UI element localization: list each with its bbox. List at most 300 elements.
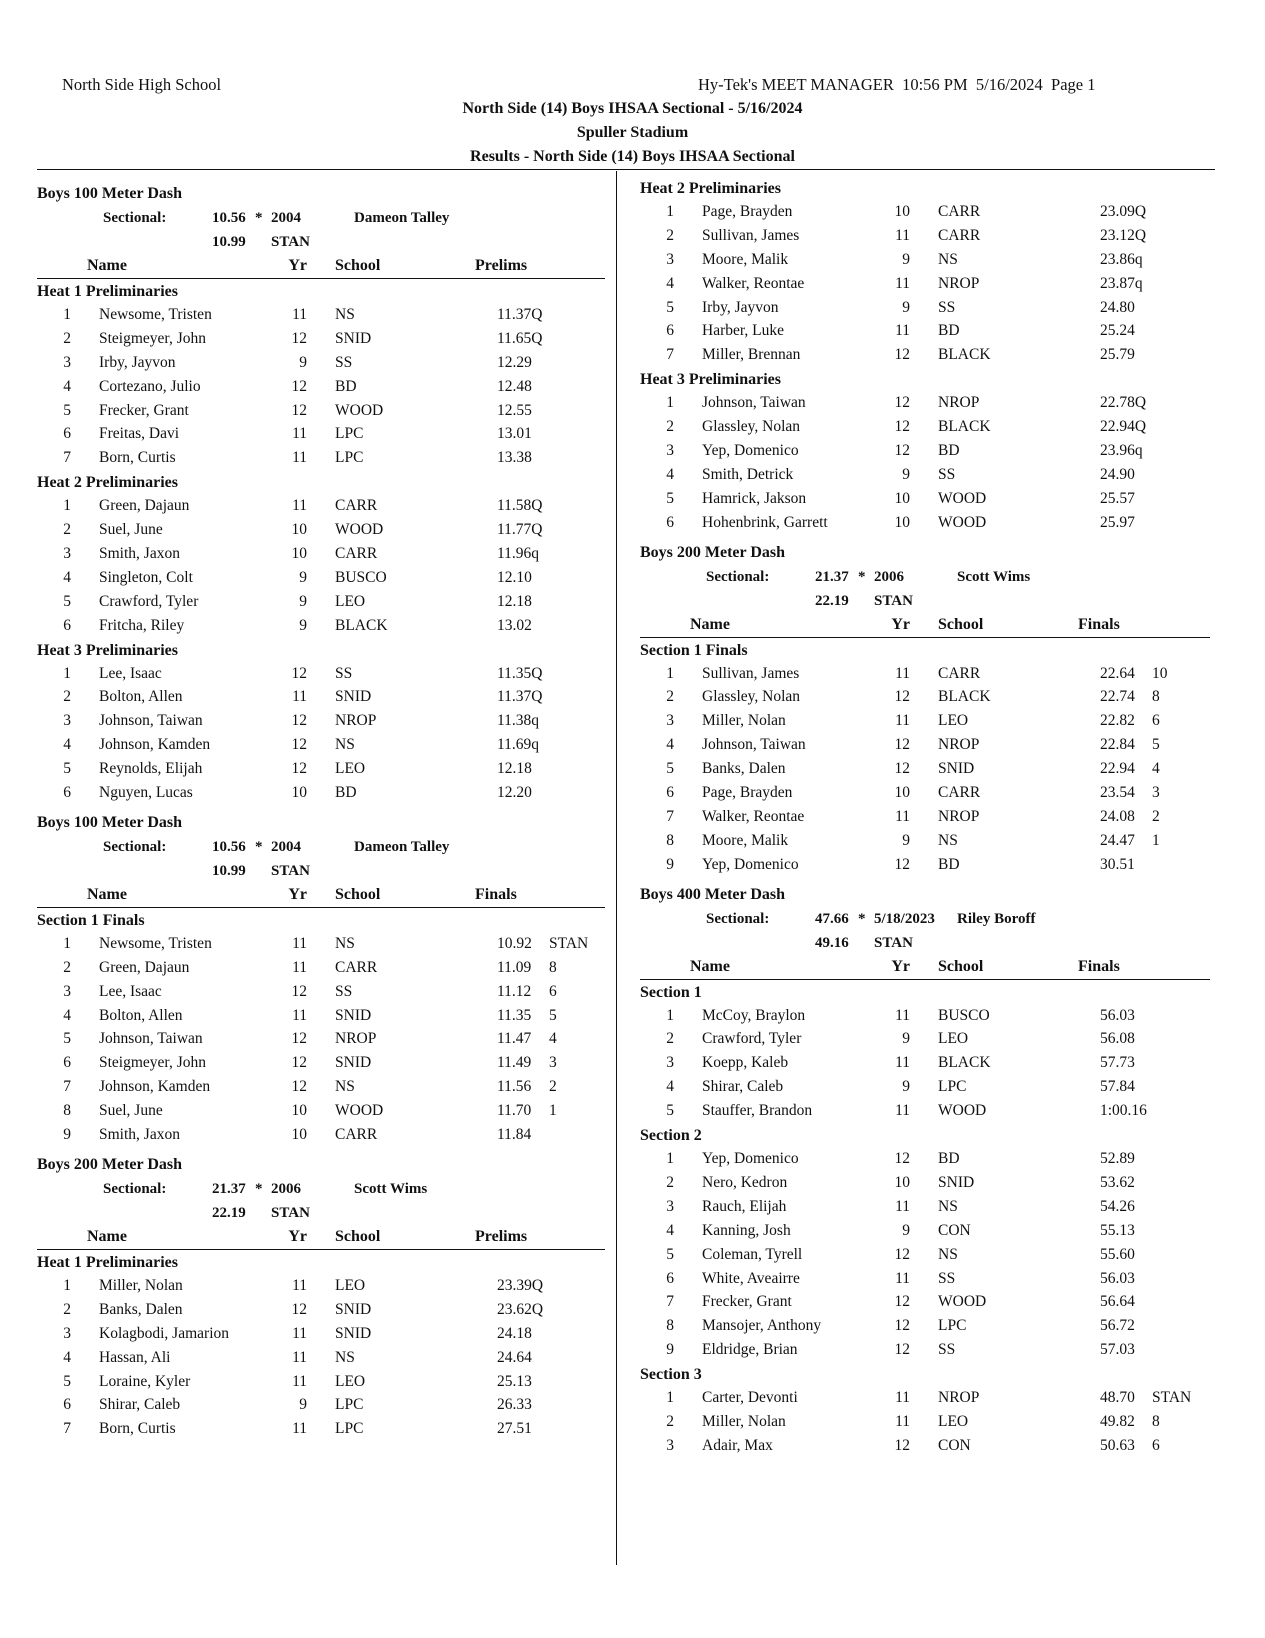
record-holder: Scott Wims <box>957 568 1031 585</box>
athlete-name: Moore, Malik <box>702 831 789 849</box>
school-code: LPC <box>335 425 364 443</box>
result-mark: 23.39Q <box>497 1276 544 1294</box>
place: 4 <box>63 1006 71 1024</box>
event-block <box>640 176 1210 535</box>
school-code: CARR <box>938 226 981 244</box>
grade-year: 10 <box>291 1102 307 1120</box>
result-row <box>640 853 1210 877</box>
athlete-name: Carter, Devonti <box>702 1389 798 1407</box>
school-code: NS <box>335 1078 355 1096</box>
school-code: CARR <box>335 1126 378 1144</box>
result-mark: 11.49 <box>497 1054 532 1072</box>
place: 5 <box>63 592 71 610</box>
result-mark: 25.79 <box>1100 346 1135 364</box>
result-mark: 24.08 <box>1100 807 1135 825</box>
record-label: Sectional: <box>103 1180 167 1197</box>
standard-label: STAN <box>271 234 310 250</box>
heat-label: Heat 1 Preliminaries <box>37 283 178 300</box>
school-code: SS <box>335 982 353 1000</box>
place: 4 <box>666 1221 674 1239</box>
school-code: BLACK <box>938 688 991 706</box>
result-row <box>640 415 1210 439</box>
result-row <box>640 1147 1210 1171</box>
athlete-name: Moore, Malik <box>702 250 789 268</box>
athlete-name: Bolton, Allen <box>99 1006 183 1024</box>
place: 5 <box>666 1102 674 1120</box>
athlete-name: McCoy, Braylon <box>702 1006 806 1024</box>
result-mark: 11.12 <box>497 982 532 1000</box>
school-code: BUSCO <box>938 1006 990 1024</box>
event-title: Boys 200 Meter Dash <box>37 1155 183 1173</box>
record-star: * <box>858 910 866 927</box>
place: 1 <box>666 664 674 682</box>
result-row <box>640 805 1210 829</box>
place: 7 <box>666 1293 674 1311</box>
result-row <box>37 518 605 542</box>
result-row <box>37 757 605 781</box>
result-mark: 22.82 <box>1100 712 1135 730</box>
school-code: CARR <box>335 958 378 976</box>
school-code: LEO <box>938 712 969 730</box>
header-school: School <box>938 957 984 975</box>
athlete-name: Bolton, Allen <box>99 688 183 706</box>
place: 3 <box>666 442 674 460</box>
result-row <box>640 1290 1210 1314</box>
school-code: CARR <box>335 545 378 563</box>
header-yr: Yr <box>288 885 307 903</box>
column-headers <box>37 1225 605 1250</box>
result-mark: 22.74 <box>1100 688 1135 706</box>
school-code: LEO <box>938 1412 969 1430</box>
column-headers <box>640 955 1210 980</box>
result-row <box>640 1410 1210 1434</box>
grade-year: 12 <box>894 855 910 873</box>
grade-year: 11 <box>895 1389 910 1407</box>
place: 1 <box>63 306 71 323</box>
grade-year: 11 <box>292 958 307 976</box>
school-code: BLACK <box>938 346 991 364</box>
column-headers <box>640 613 1210 638</box>
result-row <box>37 351 605 375</box>
school-code: CARR <box>938 203 981 220</box>
grade-year: 12 <box>291 1078 307 1096</box>
place: 2 <box>666 418 674 436</box>
grade-year: 12 <box>894 346 910 364</box>
record-date: 2006 <box>271 1180 301 1197</box>
school-code: NROP <box>938 274 980 292</box>
place: 4 <box>63 736 71 754</box>
school-code: CON <box>938 1221 971 1239</box>
athlete-name: Crawford, Tyler <box>702 1030 802 1048</box>
athlete-name: Newsome, Tristen <box>99 306 212 323</box>
result-mark: 11.96q <box>497 545 540 563</box>
athlete-name: Yep, Domenico <box>702 1150 799 1168</box>
event-title: Boys 100 Meter Dash <box>37 813 183 831</box>
result-mark: 13.01 <box>497 425 532 443</box>
event-block <box>640 883 1210 1458</box>
grade-year: 11 <box>895 1197 910 1215</box>
grade-year: 11 <box>895 807 910 825</box>
header-name: Name <box>690 615 730 633</box>
result-row <box>37 662 605 686</box>
school-code: SS <box>335 664 353 682</box>
result-mark: 11.37Q <box>497 306 543 323</box>
place: 3 <box>63 545 71 563</box>
points: 6 <box>1152 712 1160 730</box>
header-name: Name <box>690 957 730 975</box>
result-mark: 25.24 <box>1100 322 1135 340</box>
result-mark: 10.92 <box>497 934 532 952</box>
heat-label: Section 2 <box>640 1127 702 1145</box>
school-code: NS <box>938 250 958 268</box>
header-mark: Prelims <box>475 1227 528 1245</box>
school-code: SS <box>938 1341 956 1359</box>
grade-year: 11 <box>292 306 307 323</box>
result-row <box>37 375 605 399</box>
result-row <box>37 1322 605 1346</box>
place: 4 <box>63 568 71 586</box>
place: 6 <box>666 322 674 340</box>
result-row <box>37 422 605 446</box>
athlete-name: Born, Curtis <box>99 449 176 467</box>
place: 3 <box>63 353 71 371</box>
school-code: BLACK <box>335 616 388 634</box>
athlete-name: Kolagbodi, Jamarion <box>99 1324 230 1342</box>
grade-year: 12 <box>291 736 307 754</box>
place: 6 <box>63 784 71 802</box>
result-row <box>640 1434 1210 1458</box>
grade-year: 11 <box>895 226 910 244</box>
result-mark: 30.51 <box>1100 855 1135 873</box>
result-row <box>640 1195 1210 1219</box>
place: 1 <box>63 497 71 515</box>
result-row <box>640 1004 1210 1028</box>
header-school: School <box>335 885 381 903</box>
athlete-name: Newsome, Tristen <box>99 934 212 952</box>
record-line <box>640 907 1210 931</box>
grade-year: 12 <box>291 1030 307 1048</box>
school-code: NS <box>335 934 355 952</box>
grade-year: 9 <box>299 353 307 371</box>
header-yr: Yr <box>288 1227 307 1245</box>
result-mark: 49.82 <box>1100 1412 1135 1430</box>
result-mark: 12.18 <box>497 760 532 778</box>
result-row <box>640 319 1210 343</box>
grade-year: 11 <box>895 1412 910 1430</box>
header-name: Name <box>87 1227 127 1245</box>
record-label: Sectional: <box>103 838 167 855</box>
place: 9 <box>666 1341 674 1359</box>
athlete-name: Page, Brayden <box>702 203 793 220</box>
record-date: 5/18/2023 <box>874 910 935 927</box>
place: 1 <box>666 394 674 412</box>
standard-mark: 22.19 <box>212 1204 246 1221</box>
grade-year: 11 <box>895 322 910 340</box>
place: 7 <box>63 1078 71 1096</box>
school-code: CARR <box>938 784 981 802</box>
place: 7 <box>666 807 674 825</box>
result-row <box>640 733 1210 757</box>
athlete-name: Irby, Jayvon <box>99 353 176 371</box>
result-mark: 56.64 <box>1100 1293 1135 1311</box>
athlete-name: Johnson, Taiwan <box>702 736 806 754</box>
column-divider <box>616 171 617 1565</box>
result-mark: 13.38 <box>497 449 532 467</box>
result-mark: 57.03 <box>1100 1341 1135 1359</box>
place: 3 <box>63 1324 71 1342</box>
grade-year: 11 <box>292 449 307 467</box>
place: 6 <box>666 513 674 531</box>
result-mark: 56.72 <box>1100 1317 1135 1335</box>
result-mark: 22.64 <box>1100 664 1135 682</box>
place: 4 <box>63 1348 71 1366</box>
result-mark: 11.77Q <box>497 521 543 539</box>
grade-year: 12 <box>894 1436 910 1454</box>
result-row <box>640 272 1210 296</box>
result-row <box>37 1099 605 1123</box>
result-mark: 13.02 <box>497 616 532 634</box>
grade-year: 11 <box>292 1420 307 1438</box>
athlete-name: Hamrick, Jakson <box>702 489 807 507</box>
athlete-name: Harber, Luke <box>702 322 785 340</box>
school-code: WOOD <box>335 1102 384 1120</box>
standard-mark: 49.16 <box>815 934 849 951</box>
grade-year: 12 <box>894 418 910 436</box>
heat-label: Section 1 Finals <box>640 641 748 659</box>
result-row <box>37 590 605 614</box>
result-row <box>37 1051 605 1075</box>
result-mark: 11.56 <box>497 1078 532 1096</box>
result-mark: 25.97 <box>1100 513 1135 531</box>
place: 8 <box>666 831 674 849</box>
school-code: NS <box>938 1245 958 1263</box>
place: 8 <box>666 1317 674 1335</box>
athlete-name: Smith, Jaxon <box>99 545 180 563</box>
result-row <box>37 614 605 638</box>
result-row <box>37 1075 605 1099</box>
header-mark: Finals <box>475 885 517 903</box>
points: 1 <box>1152 831 1160 849</box>
grade-year: 9 <box>299 592 307 610</box>
grade-year: 10 <box>894 203 910 220</box>
place: 6 <box>63 1054 71 1072</box>
grade-year: 11 <box>895 1102 910 1120</box>
place: 7 <box>63 1420 71 1438</box>
grade-year: 12 <box>894 736 910 754</box>
heat-label: Section 3 <box>640 1366 702 1384</box>
grade-year: 10 <box>291 521 307 539</box>
place: 2 <box>63 329 71 347</box>
athlete-name: Miller, Nolan <box>99 1276 183 1294</box>
result-row <box>37 1123 605 1147</box>
header-rule <box>37 169 1215 170</box>
grade-year: 11 <box>895 664 910 682</box>
result-mark: 23.09Q <box>1100 203 1147 220</box>
school-code: SNID <box>335 1300 372 1318</box>
grade-year: 11 <box>292 934 307 952</box>
record-mark: 21.37 <box>815 568 849 585</box>
record-holder: Dameon Talley <box>354 838 450 855</box>
result-row <box>640 1051 1210 1075</box>
result-mark: 12.55 <box>497 401 532 419</box>
athlete-name: Johnson, Taiwan <box>99 712 203 730</box>
heat-label: Heat 2 Preliminaries <box>640 180 781 197</box>
result-row <box>640 343 1210 367</box>
athlete-name: Fritcha, Riley <box>99 616 185 634</box>
standard-mark: 10.99 <box>212 862 246 879</box>
result-row <box>640 224 1210 248</box>
result-row <box>640 1075 1210 1099</box>
place: 2 <box>666 1030 674 1048</box>
place: 1 <box>666 1389 674 1407</box>
place: 3 <box>666 712 674 730</box>
column-headers <box>37 883 605 908</box>
result-mark: 55.13 <box>1100 1221 1135 1239</box>
event-block <box>37 811 605 1147</box>
standard-line <box>37 859 605 883</box>
header-yr: Yr <box>891 957 910 975</box>
grade-year: 10 <box>894 784 910 802</box>
points: STAN <box>549 934 589 952</box>
record-star: * <box>858 568 866 585</box>
record-holder: Scott Wims <box>354 1180 428 1197</box>
grade-year: 12 <box>894 1150 910 1168</box>
athlete-name: Adair, Max <box>702 1436 773 1454</box>
place: 2 <box>666 1412 674 1430</box>
points: 5 <box>549 1006 557 1024</box>
athlete-name: Rauch, Elijah <box>702 1197 787 1215</box>
result-row <box>37 303 605 327</box>
place: 1 <box>63 1276 71 1294</box>
grade-year: 11 <box>895 1054 910 1072</box>
result-mark: 1:00.16 <box>1100 1102 1147 1120</box>
points: 4 <box>1152 760 1160 778</box>
athlete-name: Mansojer, Anthony <box>702 1317 822 1335</box>
standard-line <box>640 589 1210 613</box>
result-mark: 24.80 <box>1100 298 1135 316</box>
result-mark: 11.58Q <box>497 497 543 515</box>
school-code: LPC <box>335 1396 364 1414</box>
points: STAN <box>1152 1389 1192 1407</box>
result-mark: 12.48 <box>497 377 532 395</box>
athlete-name: Suel, June <box>99 1102 163 1120</box>
record-label: Sectional: <box>706 568 770 585</box>
result-mark: 50.63 <box>1100 1436 1135 1454</box>
place: 1 <box>666 203 674 220</box>
record-star: * <box>255 210 263 226</box>
result-row <box>640 662 1210 686</box>
result-mark: 54.26 <box>1100 1197 1135 1215</box>
place: 6 <box>63 616 71 634</box>
result-row <box>37 1027 605 1051</box>
school-code: CARR <box>335 497 378 515</box>
points: 8 <box>1152 1412 1160 1430</box>
result-row <box>37 1370 605 1394</box>
school-code: WOOD <box>335 401 384 419</box>
athlete-name: Born, Curtis <box>99 1420 176 1438</box>
grade-year: 10 <box>291 545 307 563</box>
result-row <box>640 829 1210 853</box>
place: 2 <box>666 688 674 706</box>
athlete-name: Hassan, Ali <box>99 1348 171 1366</box>
school-code: SS <box>938 298 956 316</box>
place: 3 <box>63 982 71 1000</box>
place: 1 <box>63 664 71 682</box>
venue-title: Spuller Stadium <box>576 124 689 141</box>
record-holder: Riley Boroff <box>957 910 1036 927</box>
grade-year: 11 <box>292 1372 307 1390</box>
points: 2 <box>549 1078 557 1096</box>
grade-year: 11 <box>292 688 307 706</box>
record-line <box>37 206 605 230</box>
result-mark: 48.70 <box>1100 1389 1135 1407</box>
standard-mark: 22.19 <box>815 592 849 609</box>
result-mark: 23.86q <box>1100 250 1143 268</box>
event-block <box>37 1153 605 1441</box>
school-code: LPC <box>938 1317 967 1335</box>
grade-year: 12 <box>291 982 307 1000</box>
standard-label: STAN <box>874 934 913 951</box>
record-holder: Dameon Talley <box>354 210 450 226</box>
header-name: Name <box>87 257 127 274</box>
result-row <box>640 1099 1210 1123</box>
result-mark: 11.70 <box>497 1102 532 1120</box>
place: 2 <box>63 688 71 706</box>
record-date: 2004 <box>271 210 301 226</box>
school-code: SNID <box>335 1054 372 1072</box>
header-school: School <box>335 1227 381 1245</box>
right-column <box>640 176 1210 1458</box>
result-mark: 57.84 <box>1100 1078 1135 1096</box>
athlete-name: Eldridge, Brian <box>702 1341 798 1359</box>
athlete-name: Steigmeyer, John <box>99 1054 207 1072</box>
standard-label: STAN <box>271 1204 310 1221</box>
event-title: Boys 200 Meter Dash <box>640 543 786 561</box>
results-title: Results - North Side (14) Boys IHSAA Sectional <box>470 148 795 165</box>
result-row <box>37 542 605 566</box>
record-label: Sectional: <box>103 210 167 226</box>
athlete-name: Suel, June <box>99 521 163 539</box>
place: 4 <box>666 465 674 483</box>
school-code: NS <box>938 831 958 849</box>
athlete-name: Green, Dajaun <box>99 497 190 515</box>
result-mark: 22.94Q <box>1100 418 1147 436</box>
header-name: Name <box>87 885 127 903</box>
points: 3 <box>549 1054 557 1072</box>
grade-year: 9 <box>299 568 307 586</box>
athlete-name: Koepp, Kaleb <box>702 1054 789 1072</box>
result-mark: 12.20 <box>497 784 532 802</box>
result-row <box>37 494 605 518</box>
grade-year: 12 <box>291 1300 307 1318</box>
grade-year: 10 <box>894 513 910 531</box>
athlete-name: Yep, Domenico <box>702 855 799 873</box>
place: 2 <box>666 226 674 244</box>
result-mark: 23.54 <box>1100 784 1135 802</box>
result-row <box>640 1314 1210 1338</box>
grade-year: 12 <box>291 401 307 419</box>
left-column <box>37 176 605 1441</box>
school-code: WOOD <box>938 1102 987 1120</box>
points: 10 <box>1152 664 1168 682</box>
grade-year: 11 <box>895 1269 910 1287</box>
points: 8 <box>1152 688 1160 706</box>
result-mark: 24.47 <box>1100 831 1135 849</box>
place: 6 <box>666 784 674 802</box>
result-mark: 11.38q <box>497 712 540 730</box>
place: 7 <box>666 346 674 364</box>
school-code: LPC <box>335 1420 364 1438</box>
